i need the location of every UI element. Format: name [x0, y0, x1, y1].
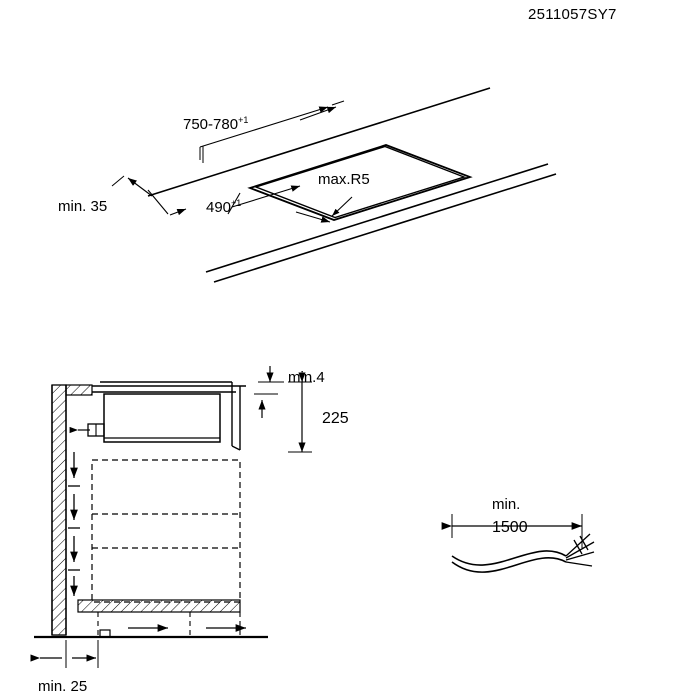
- document-code: 2511057SY7: [528, 6, 617, 23]
- dim-min-front: min. 25: [38, 678, 88, 695]
- dim-min-rear: min. 35: [58, 198, 108, 215]
- dim-min-clearance-top: min.4: [288, 369, 325, 386]
- label-cable-min: min.: [492, 496, 521, 513]
- dim-corner-radius: max.R5: [318, 171, 370, 188]
- dim-cable-min-length: 1500: [492, 519, 528, 536]
- dim-cutout-depth: $490^{+1}$: [206, 198, 242, 216]
- dim-appliance-height: 225: [322, 410, 349, 427]
- cross-section-group: [34, 366, 312, 668]
- dim-cutout-width: $750-780^{+1}$: [183, 115, 249, 133]
